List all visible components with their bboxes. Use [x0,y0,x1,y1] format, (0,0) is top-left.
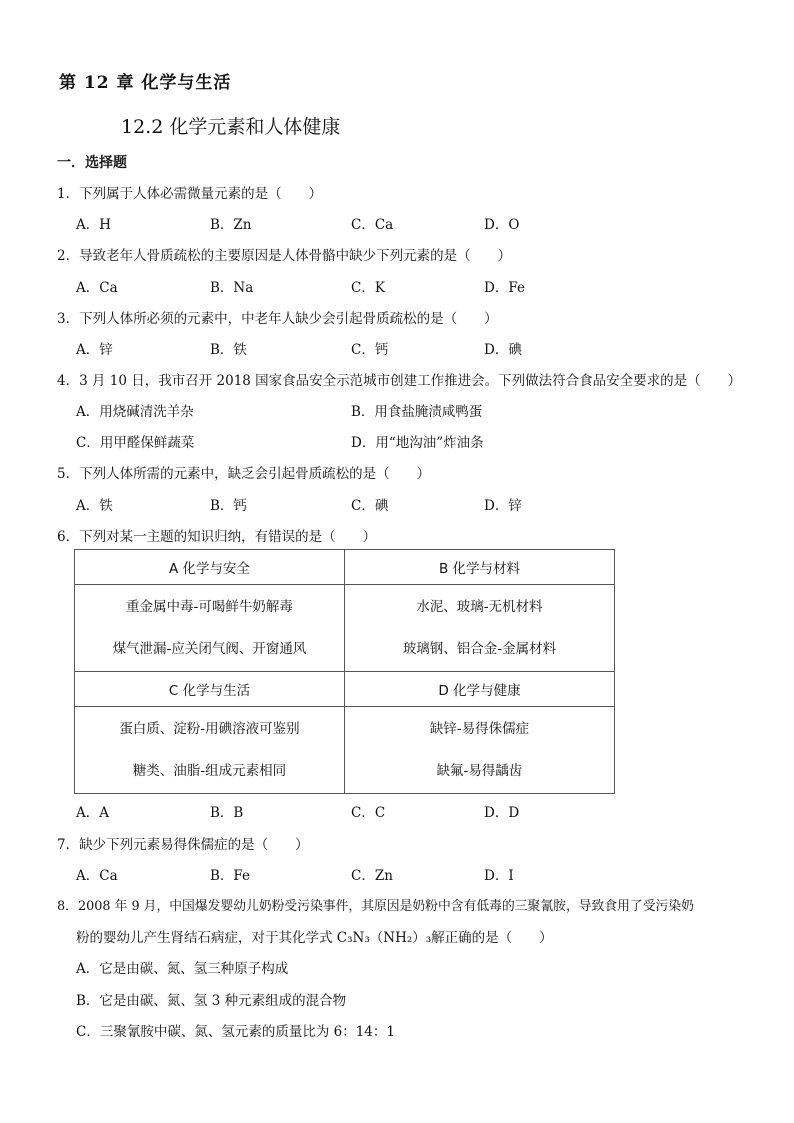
question-3-option-c: C．钙 [351,342,389,358]
question-6-option-a: A．A [76,805,109,821]
table-cell-c-content [75,707,345,794]
table-cell-a-content [75,585,345,672]
question-4-option-c: C．用甲醛保鲜蔬菜 [76,435,195,451]
question-3-option-b: B．铁 [210,342,247,358]
question-2-option-c: C．K [351,280,385,296]
table-cell-c-head: C 化学与生活 [75,672,345,707]
question-1-option-a: A．H [76,217,112,233]
question-3-option-d: D．碘 [484,342,522,358]
table-d-line-1: 缺锌-易得侏儒症 [429,721,530,737]
question-1-option-d: D．O [484,217,520,233]
table-a-line-1: 重金属中毒-可喝鲜牛奶解毒 [126,599,293,615]
question-5-option-c: C．碘 [351,498,389,514]
question-4-option-d: D．用“地沟油”炸油条 [351,435,484,451]
question-4-option-b: B．用食盐腌渍咸鸭蛋 [351,404,483,420]
table-b-line-1: 水泥、玻璃-无机材料 [416,599,543,615]
question-6-option-c: C．C [351,805,386,821]
question-6-option-d: D．D [484,805,520,821]
question-4-stem: 4．3 月 10 日，我市召开 2018 国家食品安全示范城市创建工作推进会。下列做法符合食品安全要求的是（ ） [57,373,742,389]
table-c-line-1: 蛋白质、淀粉-用碘溶液可鉴别 [119,721,300,737]
question-2-option-d: D．Fe [484,280,525,296]
question-5-option-a: A．铁 [76,498,113,514]
question-5-option-b: B．钙 [210,498,247,514]
question-4-option-a: A．用烧碱清洗羊杂 [76,404,194,420]
table-cell-d-content [345,707,615,794]
question-7-option-c: C．Zn [351,868,393,884]
section-heading: 一．选择题 [57,155,127,171]
question-1-option-c: C．Ca [351,217,394,233]
question-8-option-a: A．它是由碳、氮、氢三种原子构成 [76,961,289,977]
table-cell-b-content [345,585,615,672]
question-8-stem-line-1: 8．2008 年 9 月，中国爆发婴幼儿奶粉受污染事件，其原因是奶粉中含有低毒的三聚氰胺，导致食用了受污染奶 [57,899,694,914]
question-1-stem: 1．下列属于人体必需微量元素的是（ ） [57,186,323,202]
question-8-stem-line-2: 粉的婴幼儿产生肾结石病症，对于其化学式 C₃N₃（NH₂）₃解正确的是（ ） [76,930,553,946]
knowledge-table [74,549,615,794]
page-title: 12.2 化学元素和人体健康 [121,116,341,138]
table-cell-a-head: A 化学与安全 [75,550,345,585]
table-cell-d-head: D 化学与健康 [345,672,615,707]
question-2-option-a: A．Ca [76,280,118,296]
question-6-stem: 6．下列对某一主题的知识归纳，有错误的是（ ） [57,529,377,545]
question-2-option-b: B．Na [210,280,254,296]
table-c-line-2: 糖类、油脂-组成元素相同 [132,763,287,779]
question-3-stem: 3．下列人体所必须的元素中，中老年人缺少会引起骨质疏松的是（ ） [57,311,498,327]
table-d-line-2: 缺氟-易得龋齿 [436,763,523,779]
question-7-option-b: B．Fe [210,868,251,884]
question-7-stem: 7．缺少下列元素易得侏儒症的是（ ） [57,837,309,853]
question-8-option-b: B．它是由碳、氮、氢 3 种元素组成的混合物 [76,993,347,1009]
question-7-option-a: A．Ca [76,868,118,884]
table-b-line-2: 玻璃钢、铝合金-金属材料 [402,641,557,657]
question-5-option-d: D．锌 [484,498,522,514]
table-cell-b-head: B 化学与材料 [345,550,615,585]
table-a-line-2: 煤气泄漏-应关闭气阀、开窗通风 [112,641,307,657]
question-5-stem: 5．下列人体所需的元素中，缺乏会引起骨质疏松的是（ ） [57,466,431,482]
chapter-heading: 第 12 章 化学与生活 [59,73,232,93]
question-7-option-d: D．I [484,868,514,884]
question-2-stem: 2．导致老年人骨质疏松的主要原因是人体骨骼中缺少下列元素的是（ ） [57,248,512,264]
question-6-option-b: B．B [210,805,244,821]
question-1-option-b: B．Zn [210,217,252,233]
question-8-option-c: C．三聚氰胺中碳、氮、氢元素的质量比为 6：14：1 [76,1024,395,1040]
question-3-option-a: A．锌 [76,342,113,358]
